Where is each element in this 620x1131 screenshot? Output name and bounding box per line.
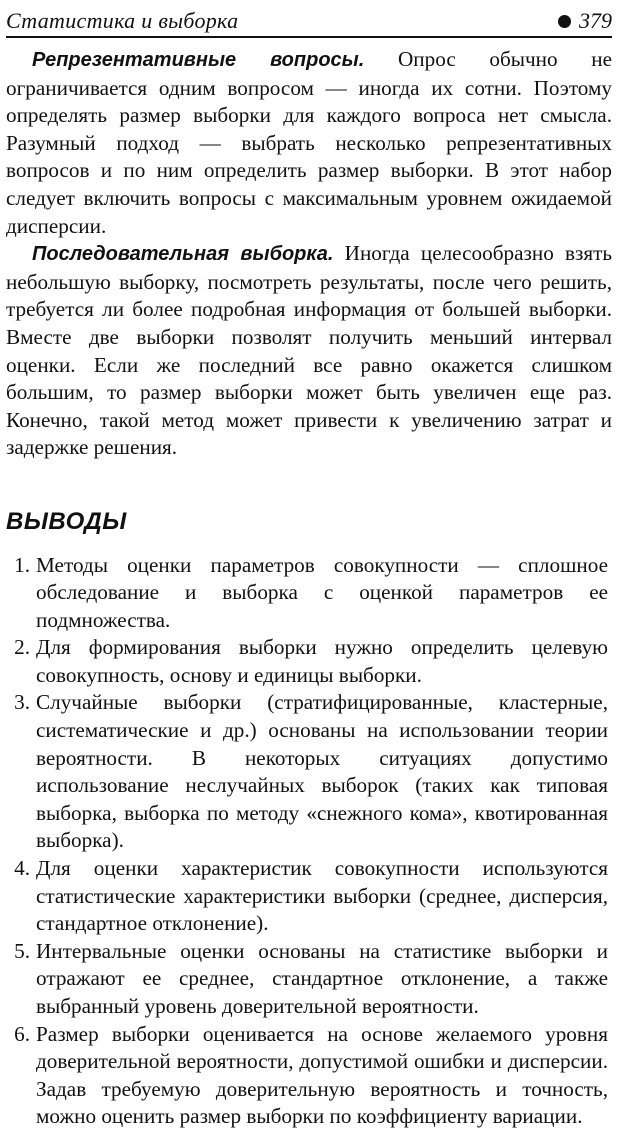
page-number: 379 bbox=[579, 8, 612, 33]
list-item-text: Случайные выборки (стратифицированные, кластерные, систематические и др.) основаны на использовании теории вероятности. В некоторых ситуациях допустимо использование неслучайных выборок (таких как типовая выборка, выборка по методу «снежного кома», квотированная выборка). bbox=[36, 690, 608, 853]
list-item bbox=[6, 938, 612, 1021]
list-item-text: Для формирования выборки нужно определить целевую совокупность, основу и единицы выборки. bbox=[36, 635, 608, 687]
list-item bbox=[6, 552, 612, 635]
list-item-number: 6. bbox=[14, 1021, 30, 1046]
list-item-text: Для оценки характеристик совокупности используются статистические характеристики выборки (среднее, дисперсия, стандартное отклонение). bbox=[36, 856, 608, 936]
running-title: Статистика и выборка bbox=[6, 8, 239, 33]
list-item-text: Методы оценки параметров совокупности — сплошное обследование и выборка с оценкой параметров ее подмножества. bbox=[36, 552, 608, 632]
list-item bbox=[6, 855, 612, 938]
paragraph-lead: Последовательная выборка. bbox=[32, 243, 334, 266]
running-header bbox=[6, 0, 612, 38]
list-item-text: Интервальные оценки основаны на статистике выборки и отражают ее среднее, стандартное отклонение, а также выбранный уровень доверительной вероятности. bbox=[36, 938, 608, 1018]
list-item-number: 4. bbox=[14, 856, 30, 881]
list-item-number: 3. bbox=[14, 690, 30, 715]
list-item-text: Размер выборки оценивается на основе желаемого уровня доверительной вероятности, допустимой ошибки и дисперсии. Задав требуемую доверительную вероятность и точность, можно оценить размер выборки по коэффициенту вариации. bbox=[36, 1021, 608, 1129]
section-heading: ВЫВОДЫ bbox=[6, 507, 127, 535]
list-item-number: 5. bbox=[14, 938, 30, 963]
paragraph-text: Опрос обычно не ограничивается одним вопросом — иногда их сотни. Поэтому определять размер выборки для каждого вопроса нет смысла. Разумный подход — выбрать несколько репрезентативных вопросов и по ним определить размер выборки. В этот набор следует включить вопросы с максимальным уровнем ожидаемой дисперсии. bbox=[6, 47, 613, 238]
list-item-number: 2. bbox=[14, 635, 30, 660]
paragraph-sequential-sampling bbox=[6, 240, 612, 462]
bullet-dot-icon bbox=[558, 15, 571, 28]
paragraph-representative-questions bbox=[6, 46, 612, 240]
body-text bbox=[6, 46, 612, 1131]
list-item bbox=[6, 634, 612, 689]
page-number-group bbox=[558, 8, 612, 34]
paragraph-lead: Репрезентативные вопросы. bbox=[32, 49, 365, 71]
list-item-number: 1. bbox=[14, 552, 30, 577]
list-item bbox=[6, 689, 612, 855]
conclusions-list bbox=[6, 552, 612, 1131]
paragraph-text: Иногда целесообразно взять небольшую выборку, посмотреть результаты, после чего решить, требуется ли более подробная информация от большей выборки. Вместе две выборки позволят получить меньший интервал оценки. Если же последний все равно окажется слишком большим, то размер выборки может быть увеличен еще раз. Конечно, такой метод может привести к увеличению затрат и задержке решения. bbox=[6, 241, 613, 460]
list-item bbox=[6, 1021, 612, 1131]
